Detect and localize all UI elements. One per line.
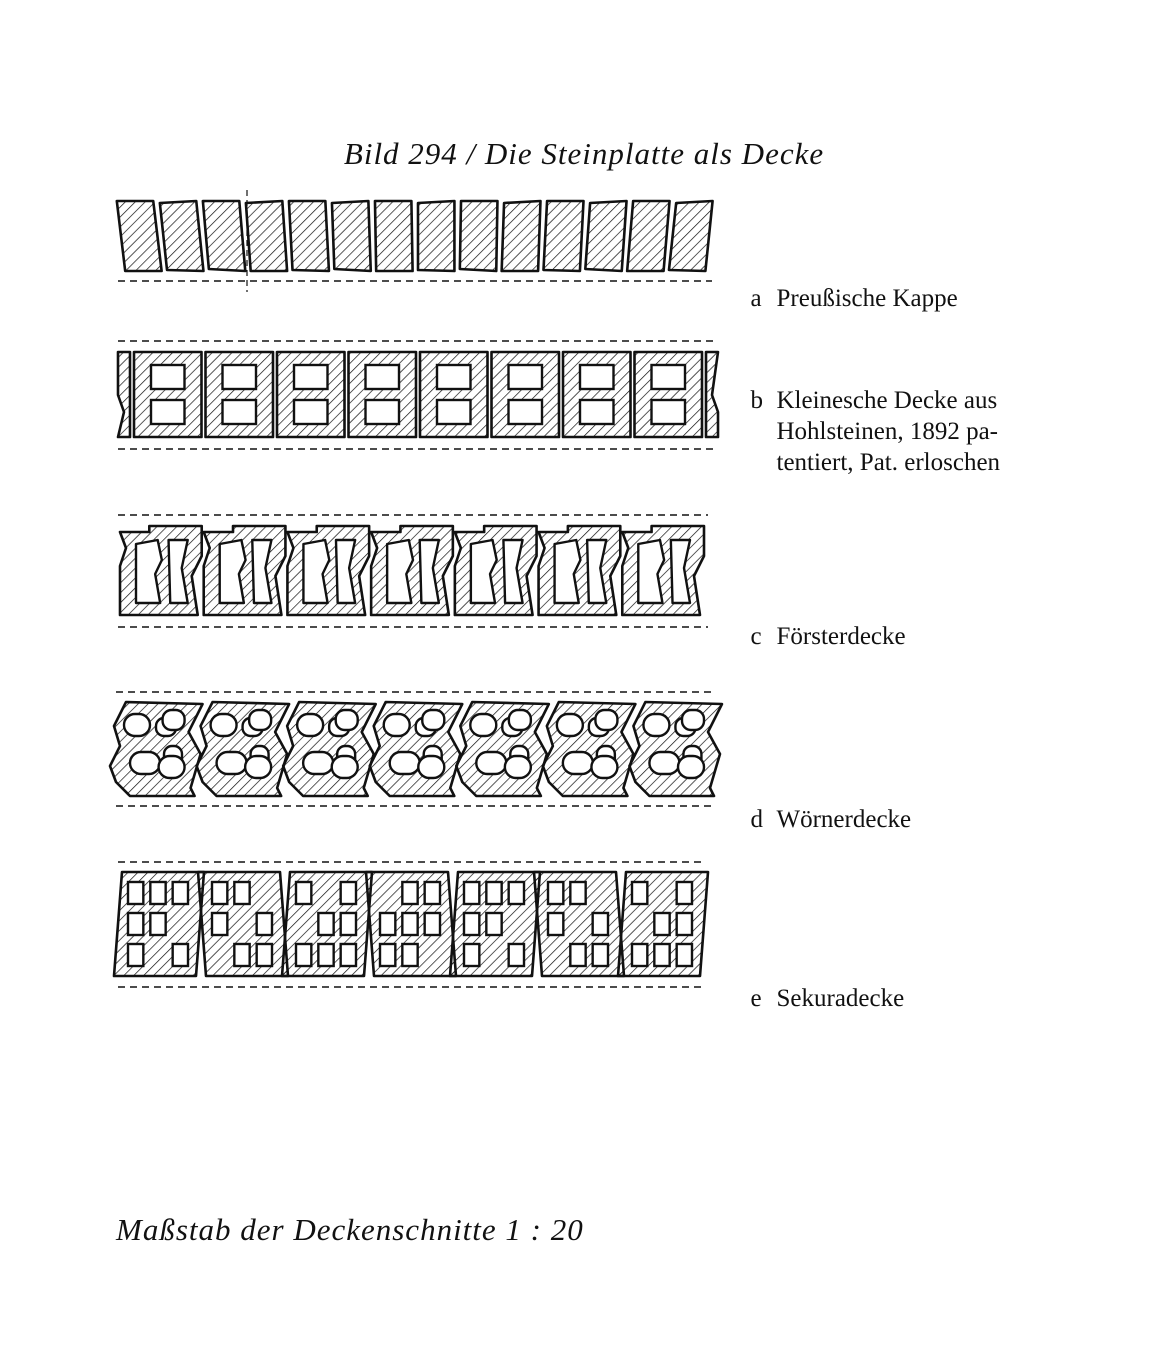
hollow-void (332, 756, 358, 778)
hollow-void (682, 710, 704, 730)
figure-title: Bild 294 / Die Steinplatte als Decke (343, 136, 825, 171)
hollow-void (470, 714, 496, 736)
hollow-void (591, 756, 617, 778)
label-section-d (738, 773, 911, 835)
hollow-void (437, 400, 471, 424)
hollow-void (643, 714, 669, 736)
hollow-void (595, 710, 617, 730)
hollow-void (425, 913, 440, 935)
stone-block (418, 201, 454, 271)
stone-block (160, 201, 204, 271)
stone-block (629, 702, 722, 796)
label-section-b (738, 354, 1000, 478)
stone-block (203, 201, 245, 271)
hollow-void (486, 913, 501, 935)
hollow-void (234, 882, 249, 904)
hollow-void (257, 913, 272, 935)
hollow-void (294, 365, 328, 389)
stone-block (460, 201, 498, 271)
hollow-void (563, 752, 593, 774)
label-text: Preußische Kappe (776, 285, 958, 312)
hollow-void (402, 913, 417, 935)
section-e-drawing (114, 862, 708, 987)
stone-block (706, 352, 718, 437)
hollow-void (294, 400, 328, 424)
label-key: e (750, 985, 762, 1012)
hollow-void (336, 710, 358, 730)
hollow-void (548, 882, 563, 904)
hollow-void (402, 882, 417, 904)
hollow-void (593, 913, 608, 935)
hollow-void (150, 913, 165, 935)
label-text: Wörnerdecke (776, 806, 912, 833)
hollow-void (390, 752, 420, 774)
stone-block (197, 702, 290, 796)
stone-block (118, 352, 130, 437)
hollow-void (163, 710, 185, 730)
hollow-void (341, 913, 356, 935)
stone-block (585, 201, 626, 271)
hollow-void (318, 913, 333, 935)
hollow-void (384, 714, 410, 736)
label-text: Sekuradecke (776, 985, 905, 1012)
stone-block (289, 201, 329, 271)
hollow-void (366, 400, 400, 424)
stone-block (110, 702, 203, 796)
hollow-void (557, 714, 583, 736)
label-key: a (750, 285, 762, 312)
hollow-void (341, 944, 356, 966)
hollow-void (211, 714, 237, 736)
hollow-void (380, 944, 395, 966)
hollow-void (173, 882, 188, 904)
hollow-void (580, 365, 614, 389)
hollow-void (464, 913, 479, 935)
stone-block (332, 201, 371, 271)
hollow-void (296, 882, 311, 904)
hollow-void (677, 913, 692, 935)
hollow-void (341, 882, 356, 904)
hollow-void (124, 714, 150, 736)
hollow-void (509, 400, 543, 424)
hollow-void (418, 756, 444, 778)
hollow-void (297, 714, 323, 736)
stone-block (627, 201, 669, 271)
hollow-void (249, 710, 271, 730)
stone-block (370, 702, 463, 796)
hollow-void (632, 882, 647, 904)
hollow-void (425, 882, 440, 904)
hollow-void (223, 400, 257, 424)
hollow-void (366, 365, 400, 389)
section-a-drawing (117, 190, 713, 292)
hollow-void (548, 913, 563, 935)
hollow-void (652, 365, 686, 389)
hollow-void (509, 882, 524, 904)
stone-block (543, 201, 583, 271)
label-text: Kleinesche Decke aus Hohlsteinen, 1892 pa- tentiert, Pat. erloschen (776, 387, 1001, 476)
hollow-void (296, 944, 311, 966)
hollow-void (464, 882, 479, 904)
section-c-drawing (118, 515, 708, 627)
hollow-void (257, 944, 272, 966)
label-key: d (750, 806, 763, 833)
hollow-void (652, 400, 686, 424)
hollow-void (402, 944, 417, 966)
label-section-a (738, 252, 958, 314)
section-d-drawing (110, 692, 722, 806)
stone-block (283, 702, 376, 796)
hollow-void (654, 944, 669, 966)
stone-block (246, 201, 287, 271)
hollow-void (677, 944, 692, 966)
hollow-void (476, 752, 506, 774)
hollow-void (212, 913, 227, 935)
label-key: c (750, 623, 762, 650)
stone-block (502, 201, 541, 271)
label-text: Försterdecke (776, 623, 906, 650)
hollow-void (245, 756, 271, 778)
hollow-void (128, 882, 143, 904)
hollow-void (150, 882, 165, 904)
hollow-void (128, 913, 143, 935)
label-section-c (738, 590, 906, 652)
hollow-void (654, 913, 669, 935)
label-key: b (750, 387, 763, 414)
hollow-void (151, 400, 185, 424)
hollow-void (303, 752, 333, 774)
stone-block (117, 201, 162, 271)
hollow-void (593, 944, 608, 966)
hollow-void (437, 365, 471, 389)
hollow-void (128, 944, 143, 966)
hollow-void (632, 944, 647, 966)
hollow-void (464, 944, 479, 966)
hollow-void (677, 882, 692, 904)
stone-block (669, 201, 713, 271)
stone-block (456, 702, 549, 796)
hollow-void (570, 944, 585, 966)
hollow-void (570, 882, 585, 904)
section-b-drawing (118, 341, 718, 449)
label-section-e (738, 952, 904, 1014)
hollow-void (159, 756, 185, 778)
hollow-void (173, 944, 188, 966)
hollow-void (509, 710, 531, 730)
hollow-void (151, 365, 185, 389)
hollow-void (509, 944, 524, 966)
hollow-void (580, 400, 614, 424)
hollow-void (422, 710, 444, 730)
hollow-void (380, 913, 395, 935)
hollow-void (212, 882, 227, 904)
hollow-void (649, 752, 679, 774)
hollow-void (509, 365, 543, 389)
hollow-void (217, 752, 247, 774)
hollow-void (318, 944, 333, 966)
hollow-void (130, 752, 160, 774)
hollow-void (678, 756, 704, 778)
scale-note: Maßstab der Deckenschnitte 1 : 20 (116, 1212, 584, 1247)
stone-block (375, 201, 413, 271)
hollow-void (486, 882, 501, 904)
hollow-void (223, 365, 257, 389)
hollow-void (505, 756, 531, 778)
stone-block (543, 702, 636, 796)
hollow-void (234, 944, 249, 966)
